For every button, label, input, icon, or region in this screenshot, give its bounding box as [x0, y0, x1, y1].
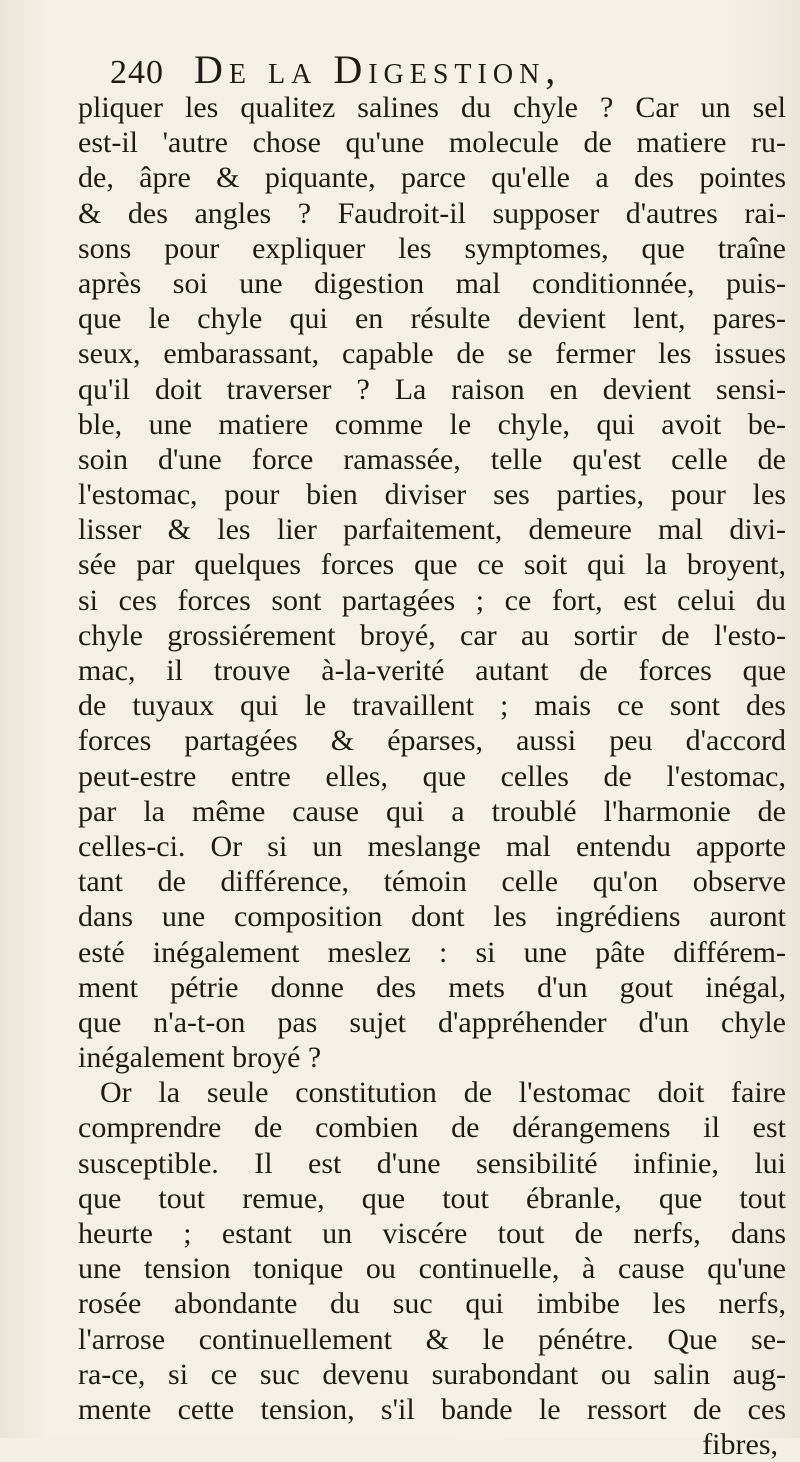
text-line: mac, il trouve à-la-verité autant de forces que — [78, 654, 786, 687]
text-line: que le chyle qui en résulte devient lent, pares- — [78, 302, 786, 336]
text-line: ra-ce, si ce suc devenu surabondant ou salin aug- — [78, 1357, 786, 1391]
text-line: l'estomac, pour bien diviser ses parties, pour les — [78, 478, 786, 512]
text-line: & des angles ? Faudroit-il supposer d'autres rai- — [78, 196, 786, 230]
text-line: ble, une matiere comme le chyle, qui avoit be- — [78, 407, 786, 441]
text-line: ment pétrie donne des mets d'un gout inégal, — [78, 970, 786, 1004]
text-line: dans une composition dont les ingrédiens auront — [78, 900, 786, 934]
text-line: susceptible. Il est d'une sensibilité infinie, lui — [78, 1146, 786, 1180]
text-line: une tension tonique ou continuelle, à cause qu'une — [78, 1252, 786, 1286]
text-line: mente cette tension, s'il bande le ressort de ces — [78, 1392, 786, 1426]
text-line: heurte ; estant un viscére tout de nerfs, dans — [78, 1217, 786, 1250]
text-line: peut-estre entre elles, que celles de l'estomac, — [78, 759, 786, 793]
text-line: qu'il doit traverser ? La raison en devient sensi- — [78, 372, 786, 406]
text-line: que tout remue, que tout ébranle, que tout — [78, 1181, 786, 1215]
catchword: fibres, — [702, 1428, 778, 1462]
text-line: lisser & les lier parfaitement, demeure mal divi- — [78, 513, 786, 547]
body-text — [78, 90, 786, 1462]
page-number: 240 — [110, 54, 164, 91]
text-line: l'arrose continuellement & le pénétre. Que se- — [78, 1322, 786, 1356]
text-line: de, âpre & piquante, parce qu'elle a des pointes — [78, 161, 786, 195]
text-line: si ces forces sont partagées ; ce fort, est celui du — [78, 583, 786, 617]
text-line: chyle grossiérement broyé, car au sortir de l'esto- — [78, 618, 786, 652]
running-title: De la Digestion, — [194, 47, 562, 92]
text-line: par la même cause qui a troublé l'harmonie de — [78, 794, 786, 828]
page-header — [110, 46, 710, 96]
text-line: sons pour expliquer les symptomes, que traîne — [78, 231, 786, 265]
text-line: Or la seule constitution de l'estomac doit faire — [100, 1076, 786, 1110]
text-line: après soi une digestion mal conditionnée, puis- — [78, 266, 786, 300]
text-line: celles-ci. Or si un meslange mal entendu apporte — [78, 829, 786, 863]
text-line: sée par quelques forces que ce soit qui la broyent, — [78, 548, 786, 582]
text-line: esté inégalement meslez : si une pâte différem- — [78, 935, 786, 969]
text-line: tant de différence, témoin celle qu'on observe — [78, 865, 786, 899]
text-line: rosée abondante du suc qui imbibe les nerfs, — [78, 1287, 786, 1321]
text-line: seux, embarassant, capable de se fermer les issues — [78, 337, 786, 371]
text-line: inégalement broyé ? — [78, 1041, 322, 1075]
text-line: est-il 'autre chose qu'une molecule de matiere ru- — [78, 126, 786, 160]
text-line: forces partagées & éparses, aussi peu d'accord — [78, 724, 786, 758]
text-line: que n'a-t-on pas sujet d'appréhender d'un chyle — [78, 1005, 786, 1039]
text-line: soin d'une force ramassée, telle qu'est celle de — [78, 442, 786, 476]
text-line: de tuyaux qui le travaillent ; mais ce sont des — [78, 689, 786, 723]
text-line: pliquer les qualitez salines du chyle ? Car un sel — [78, 91, 786, 124]
text-line: comprendre de combien de dérangemens il est — [78, 1111, 786, 1145]
